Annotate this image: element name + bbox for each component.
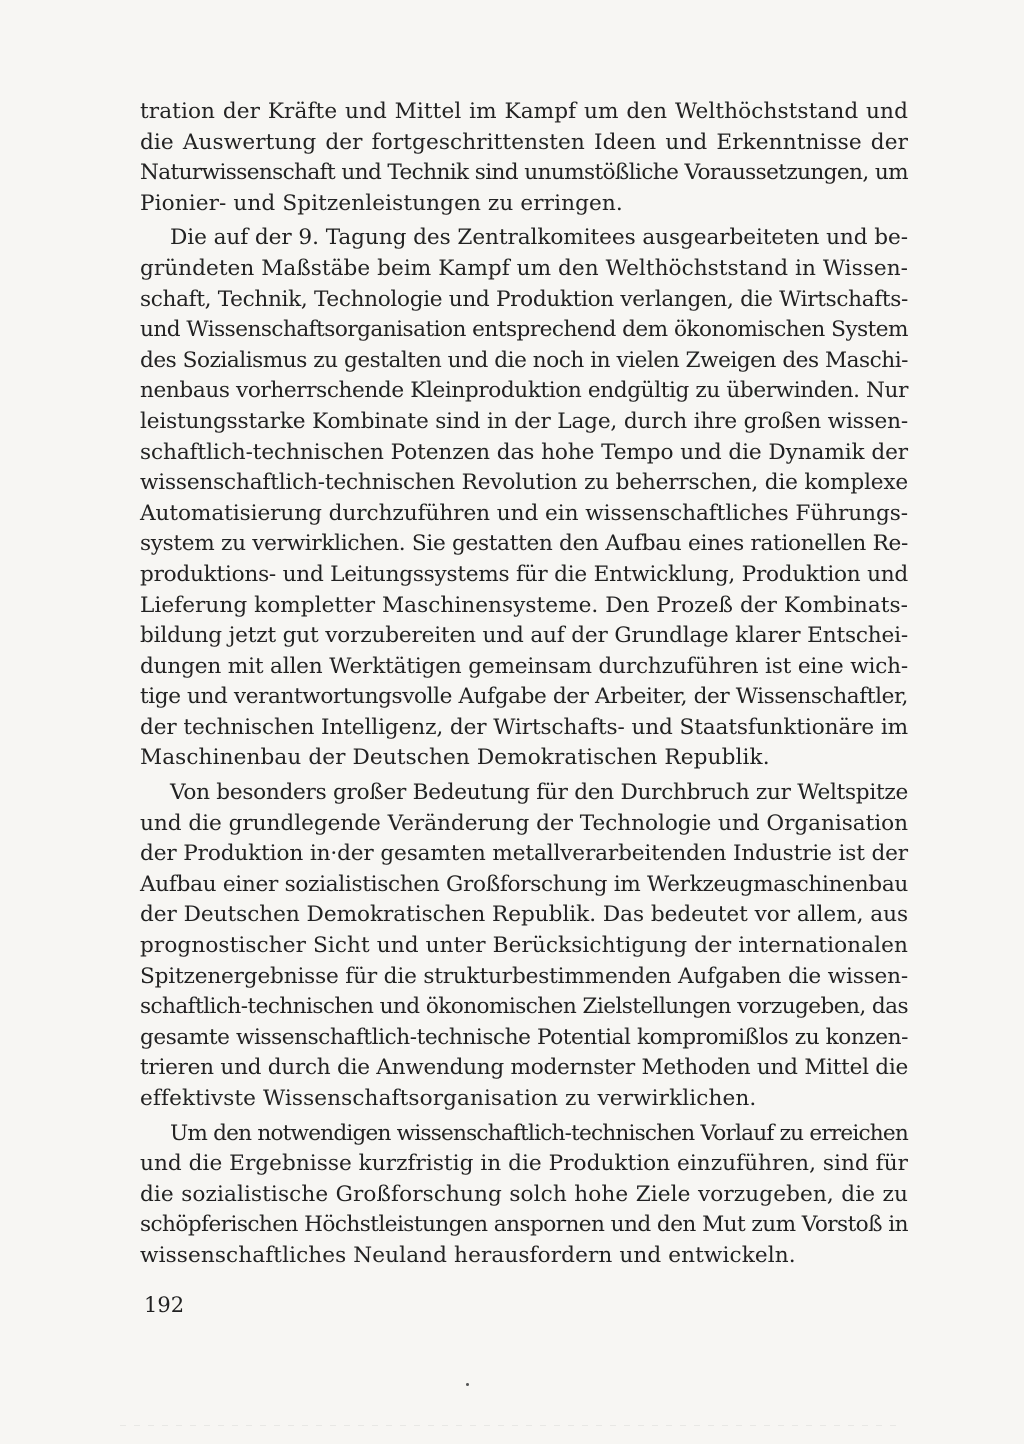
text-line: der Produktion in·der gesamten metallverarbeitenden Industrie ist der <box>140 841 908 867</box>
text-line: des Sozialismus zu gestalten und die noch in vielen Zweigen des Maschi- <box>140 347 908 373</box>
text-line: die Auswertung der fortgeschrittensten Ideen und Erkenntnisse der <box>140 129 908 155</box>
text-line: Aufbau einer sozialistischen Großforschung im Werkzeugmaschinenbau <box>140 871 908 897</box>
text-line: system zu verwirklichen. Sie gestatten den Aufbau eines rationellen Re- <box>140 531 908 557</box>
paragraph <box>140 97 908 219</box>
text-line: und die grundlegende Veränderung der Technologie und Organisation <box>140 810 908 836</box>
text-line: Von besonders großer Bedeutung für den Durchbruch zur Weltspitze <box>170 780 908 806</box>
text-line: Naturwissenschaft und Technik sind unumstößliche Voraussetzungen, um <box>140 160 908 186</box>
text-line: prognostischer Sicht und unter Berücksichtigung der internationalen <box>140 933 908 959</box>
paragraph <box>140 778 908 1115</box>
paragraph <box>140 223 908 774</box>
body-text <box>140 97 908 1272</box>
text-line: und Wissenschaftsorganisation entsprechend dem ökonomischen System <box>140 317 908 343</box>
text-line: wissenschaftlich-technischen Revolution zu beherrschen, die komplexe <box>140 470 908 496</box>
ink-speck <box>466 1383 469 1386</box>
text-line: bildung jetzt gut vorzubereiten und auf der Grundlage klarer Entschei- <box>140 623 908 649</box>
paragraph <box>140 1119 908 1272</box>
text-line: Spitzenergebnisse für die strukturbestimmenden Aufgaben die wissen- <box>140 963 908 989</box>
text-line: der Deutschen Demokratischen Republik. Das bedeutet vor allem, aus <box>140 902 908 928</box>
text-line: schaftlich-technischen Potenzen das hohe Tempo und die Dynamik der <box>140 439 908 465</box>
text-line: dungen mit allen Werktätigen gemeinsam durchzuführen ist eine wich- <box>140 653 908 679</box>
text-line: Pionier- und Spitzenleistungen zu erringen. <box>140 190 623 216</box>
text-line: schaft, Technik, Technologie und Produktion verlangen, die Wirtschafts- <box>140 286 908 312</box>
text-line: nenbaus vorherrschende Kleinproduktion endgültig zu überwinden. Nur <box>140 378 908 404</box>
text-line: Lieferung kompletter Maschinensysteme. Den Prozeß der Kombinats- <box>140 592 908 618</box>
text-line: Die auf der 9. Tagung des Zentralkomitees ausgearbeiteten und be- <box>170 225 908 251</box>
text-line: die sozialistische Großforschung solch hohe Ziele vorzugeben, die zu <box>140 1181 908 1207</box>
text-line: tige und verantwortungsvolle Aufgabe der Arbeiter, der Wissenschaftler, <box>140 684 908 710</box>
text-line: trieren und durch die Anwendung modernster Methoden und Mittel die <box>140 1055 908 1081</box>
text-line: der technischen Intelligenz, der Wirtschafts- und Staatsfunktionäre im <box>140 714 908 740</box>
text-line: Maschinenbau der Deutschen Demokratischen Republik. <box>140 745 770 771</box>
text-line: schöpferischen Höchstleistungen anspornen und den Mut zum Vorstoß in <box>140 1212 908 1238</box>
text-line: wissenschaftliches Neuland herausfordern und entwickeln. <box>140 1242 796 1268</box>
text-line: produktions- und Leitungssystems für die Entwicklung, Produktion und <box>140 561 908 587</box>
text-line: effektivste Wissenschaftsorganisation zu verwirklichen. <box>140 1086 757 1111</box>
text-line: und die Ergebnisse kurzfristig in die Produktion einzuführen, sind für <box>140 1151 908 1177</box>
text-line: leistungsstarke Kombinate sind in der Lage, durch ihre großen wissen- <box>140 408 908 434</box>
text-line: Automatisierung durchzuführen und ein wissenschaftliches Führungs- <box>140 500 908 526</box>
page-number: 192 <box>144 1293 185 1317</box>
text-line: schaftlich-technischen und ökonomischen Zielstellungen vorzugeben, das <box>140 994 908 1020</box>
scan-edge-dust <box>120 1425 900 1426</box>
text-line: gesamte wissenschaftlich-technische Potential kompromißlos zu konzen- <box>140 1024 908 1050</box>
text-line: tration der Kräfte und Mittel im Kampf um den Welthöchststand und <box>140 99 908 124</box>
text-line: gründeten Maßstäbe beim Kampf um den Welthöchststand in Wissen- <box>140 255 908 281</box>
text-line: Um den notwendigen wissenschaftlich-technischen Vorlauf zu erreichen <box>170 1120 908 1146</box>
